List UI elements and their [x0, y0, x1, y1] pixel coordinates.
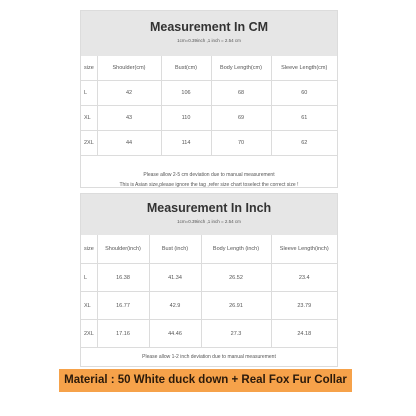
table-row	[81, 81, 337, 106]
size-cell: 2XL	[81, 131, 97, 156]
body-length-cell: 70	[211, 131, 271, 156]
column-header-bust: Bust(cm)	[161, 56, 211, 81]
material-banner: Material : 50 White duck down + Real Fox Fur Collar	[59, 369, 352, 392]
body-length-cell: 27.3	[201, 320, 271, 348]
column-header-body-length: Body Length (inch)	[201, 235, 271, 264]
size-cell: L	[81, 81, 97, 106]
bust-cell: 41.34	[149, 264, 201, 292]
column-header-bust: Bust (inch)	[149, 235, 201, 264]
body-length-cell: 68	[211, 81, 271, 106]
column-header-size: size	[81, 235, 97, 264]
deviation-note: Please allow 1-2 inch deviation due to manual measurement	[142, 354, 276, 360]
size-cell: XL	[81, 292, 97, 320]
table-row	[81, 320, 337, 348]
column-header-shoulder: Shoulder(cm)	[97, 56, 161, 81]
table-row	[81, 264, 337, 292]
shoulder-cell: 44	[97, 131, 161, 156]
shoulder-cell: 17.16	[97, 320, 149, 348]
column-header-sleeve-length: Sleeve Length(cm)	[271, 56, 337, 81]
deviation-note: Please allow 2-5 cm deviation due to manual measurement	[143, 172, 275, 178]
asian-size-note: This is Asian size,please ignore the tag ,refer size chart toselect the correct size !	[119, 182, 299, 188]
inch-conversion-note: 1cm=0.39inch ,1 inch = 2.54 cm	[177, 218, 241, 224]
inch-chart-header	[81, 194, 337, 235]
cm-size-chart	[80, 10, 338, 188]
inch-chart-title: Measurement In Inch	[146, 201, 272, 215]
table-row	[81, 106, 337, 131]
sleeve-length-cell: 61	[271, 106, 337, 131]
cm-chart-title: Measurement In CM	[149, 20, 269, 34]
column-header-size: size	[81, 56, 97, 81]
table-row	[81, 131, 337, 156]
bust-cell: 44.46	[149, 320, 201, 348]
shoulder-cell: 43	[97, 106, 161, 131]
cm-size-table	[81, 56, 337, 156]
column-header-sleeve-length: Sleeve Length(inch)	[271, 235, 337, 264]
cm-chart-header	[81, 11, 337, 56]
bust-cell: 110	[161, 106, 211, 131]
size-cell: L	[81, 264, 97, 292]
table-header-row	[81, 56, 337, 81]
cm-notes	[81, 156, 337, 190]
body-length-cell: 26.91	[201, 292, 271, 320]
shoulder-cell: 16.38	[97, 264, 149, 292]
column-header-shoulder: Shoulder(inch)	[97, 235, 149, 264]
sleeve-length-cell: 60	[271, 81, 337, 106]
sleeve-length-cell: 24.18	[271, 320, 337, 348]
sleeve-length-cell: 23.79	[271, 292, 337, 320]
inch-notes	[81, 348, 337, 360]
shoulder-cell: 16.77	[97, 292, 149, 320]
inch-size-chart	[80, 193, 338, 367]
bust-cell: 42.9	[149, 292, 201, 320]
table-header-row	[81, 235, 337, 264]
size-cell: 2XL	[81, 320, 97, 348]
body-length-cell: 26.52	[201, 264, 271, 292]
size-cell: XL	[81, 106, 97, 131]
body-length-cell: 69	[211, 106, 271, 131]
bust-cell: 114	[161, 131, 211, 156]
shoulder-cell: 42	[97, 81, 161, 106]
cm-conversion-note: 1cm=0.39inch ,1 inch = 2.54 cm	[177, 37, 241, 43]
inch-size-table	[81, 235, 337, 348]
table-row	[81, 292, 337, 320]
sleeve-length-cell: 23.4	[271, 264, 337, 292]
sleeve-length-cell: 62	[271, 131, 337, 156]
column-header-body-length: Body Length(cm)	[211, 56, 271, 81]
bust-cell: 106	[161, 81, 211, 106]
